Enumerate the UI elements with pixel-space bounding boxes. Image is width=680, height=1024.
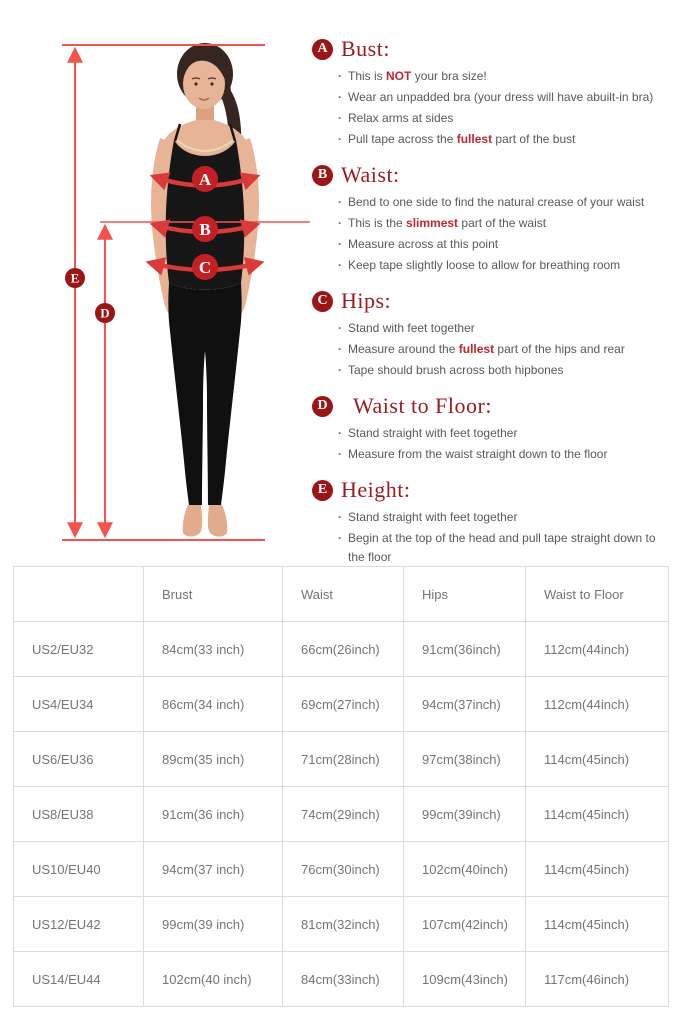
table-row: [14, 897, 669, 952]
size-label-cell: US2/EU32: [14, 622, 144, 677]
instruction-bullet: [338, 319, 668, 338]
table-header-cell: Hips: [404, 567, 526, 622]
badge-e-letter: E: [70, 270, 80, 286]
instruction-bullet: [338, 361, 668, 380]
instruction-bullet: [338, 88, 668, 107]
instruction-bullet: [338, 67, 668, 86]
table-cell: 114cm(45inch): [526, 842, 669, 897]
section-title: Waist to Floor:: [353, 393, 492, 418]
left-eye: [194, 82, 197, 85]
table-cell: 114cm(45inch): [526, 787, 669, 842]
table-cell: 94cm(37 inch): [144, 842, 283, 897]
bullet-text: Keep tape slightly loose to allow for breathing room: [348, 258, 621, 272]
bullet-dot: ·: [338, 363, 342, 377]
table-cell: 99cm(39inch): [404, 787, 526, 842]
table-cell: 102cm(40 inch): [144, 952, 283, 1007]
bullet-text: Bend to one side to find the natural crease of your waist: [348, 195, 645, 209]
table-cell: 81cm(32inch): [283, 897, 404, 952]
size-label-cell: US4/EU34: [14, 677, 144, 732]
table-row: [14, 622, 669, 677]
section-title: Hips:: [341, 288, 392, 313]
badge-c-letter: C: [198, 257, 212, 277]
table-cell: 91cm(36inch): [404, 622, 526, 677]
table-cell: 99cm(39 inch): [144, 897, 283, 952]
bullet-dot: ·: [338, 237, 342, 251]
size-label-cell: US6/EU36: [14, 732, 144, 787]
bullet-text: Measure from the waist straight down to the floor: [348, 447, 608, 461]
bullet-dot: ·: [338, 447, 342, 461]
section-badge: E: [312, 480, 333, 501]
bullet-dot: ·: [338, 69, 342, 83]
section-badge: A: [312, 39, 333, 60]
table-cell: 102cm(40inch): [404, 842, 526, 897]
table-cell: 71cm(28inch): [283, 732, 404, 787]
measure-section-a: [312, 36, 668, 149]
table-cell: 114cm(45inch): [526, 897, 669, 952]
table-cell: 117cm(46inch): [526, 952, 669, 1007]
section-badge: B: [312, 165, 333, 186]
instruction-bullet: [338, 193, 668, 212]
bullet-text: Stand straight with feet together: [348, 426, 518, 440]
table-cell: 86cm(34 inch): [144, 677, 283, 732]
right-eye: [210, 82, 213, 85]
bullet-dot: ·: [338, 195, 342, 209]
section-title: Waist:: [341, 162, 400, 187]
bullet-dot: ·: [338, 258, 342, 272]
size-label-cell: US10/EU40: [14, 842, 144, 897]
table-cell: 76cm(30inch): [283, 842, 404, 897]
table-row: [14, 787, 669, 842]
instruction-bullet: [338, 508, 668, 527]
bullet-text: Relax arms at sides: [348, 111, 454, 125]
bullet-text: This is the slimmest part of the waist: [348, 216, 547, 230]
bullet-text: Begin at the top of the head and pull tape straight down to the floor: [348, 531, 656, 564]
instruction-bullet: [338, 256, 668, 275]
table-header-cell: Brust: [144, 567, 283, 622]
badge-a-letter: A: [198, 169, 212, 189]
left-foot: [183, 505, 202, 537]
table-cell: 97cm(38inch): [404, 732, 526, 787]
instruction-bullet: [338, 235, 668, 254]
right-foot: [208, 505, 227, 537]
instruction-bullet: [338, 424, 668, 443]
badge-b-letter: B: [199, 219, 211, 239]
table-cell: 69cm(27inch): [283, 677, 404, 732]
bullet-dot: ·: [338, 531, 342, 545]
table-row: [14, 677, 669, 732]
bullet-text: This is NOT your bra size!: [348, 69, 487, 83]
bullet-dot: ·: [338, 510, 342, 524]
bullet-dot: ·: [338, 342, 342, 356]
measure-section-e: [312, 477, 668, 567]
table-row: [14, 952, 669, 1007]
bullet-dot: ·: [338, 111, 342, 125]
bullet-text: Stand with feet together: [348, 321, 475, 335]
section-badge: C: [312, 291, 333, 312]
bullet-dot: ·: [338, 426, 342, 440]
instruction-bullet: [338, 445, 668, 464]
section-title: Height:: [341, 477, 411, 502]
bullet-text: Tape should brush across both hipbones: [348, 363, 564, 377]
table-cell: 109cm(43inch): [404, 952, 526, 1007]
section-title: Bust:: [341, 36, 390, 61]
bullet-dot: ·: [338, 216, 342, 230]
instruction-bullet: [338, 109, 668, 128]
measurement-diagram: [0, 0, 340, 560]
table-cell: 94cm(37inch): [404, 677, 526, 732]
size-table: [13, 566, 669, 1007]
table-cell: 84cm(33 inch): [144, 622, 283, 677]
measure-section-c: [312, 288, 668, 380]
bullet-dot: ·: [338, 90, 342, 104]
measure-section-b: [312, 162, 668, 275]
instruction-bullet: [338, 529, 668, 567]
table-cell: 114cm(45inch): [526, 732, 669, 787]
table-header-cell: Waist: [283, 567, 404, 622]
table-cell: 89cm(35 inch): [144, 732, 283, 787]
table-cell: 91cm(36 inch): [144, 787, 283, 842]
table-cell: 66cm(26inch): [283, 622, 404, 677]
table-header-cell: [14, 567, 144, 622]
badge-d-letter: D: [100, 305, 110, 321]
instruction-bullet: [338, 340, 668, 359]
bullet-text: Measure around the fullest part of the hips and rear: [348, 342, 625, 356]
bullet-dot: ·: [338, 132, 342, 146]
table-cell: 112cm(44inch): [526, 622, 669, 677]
table-row: [14, 842, 669, 897]
leggings: [168, 283, 241, 505]
section-badge: D: [312, 396, 333, 417]
instruction-bullet: [338, 130, 668, 149]
size-label-cell: US14/EU44: [14, 952, 144, 1007]
instruction-bullet: [338, 214, 668, 233]
measure-instructions: [312, 36, 668, 580]
table-cell: 84cm(33inch): [283, 952, 404, 1007]
table-header-cell: Waist to Floor: [526, 567, 669, 622]
bullet-text: Pull tape across the fullest part of the bust: [348, 132, 576, 146]
bullet-dot: ·: [338, 321, 342, 335]
table-cell: 112cm(44inch): [526, 677, 669, 732]
model-photo: [151, 43, 259, 537]
table-row: [14, 732, 669, 787]
table-header-row: [14, 567, 669, 622]
table-cell: 74cm(29inch): [283, 787, 404, 842]
bullet-text: Stand straight with feet together: [348, 510, 518, 524]
bullet-text: Wear an unpadded bra (your dress will have abuilt-in bra): [348, 90, 654, 104]
bullet-text: Measure across at this point: [348, 237, 499, 251]
table-cell: 107cm(42inch): [404, 897, 526, 952]
size-label-cell: US12/EU42: [14, 897, 144, 952]
size-label-cell: US8/EU38: [14, 787, 144, 842]
measure-section-d: [312, 393, 668, 464]
